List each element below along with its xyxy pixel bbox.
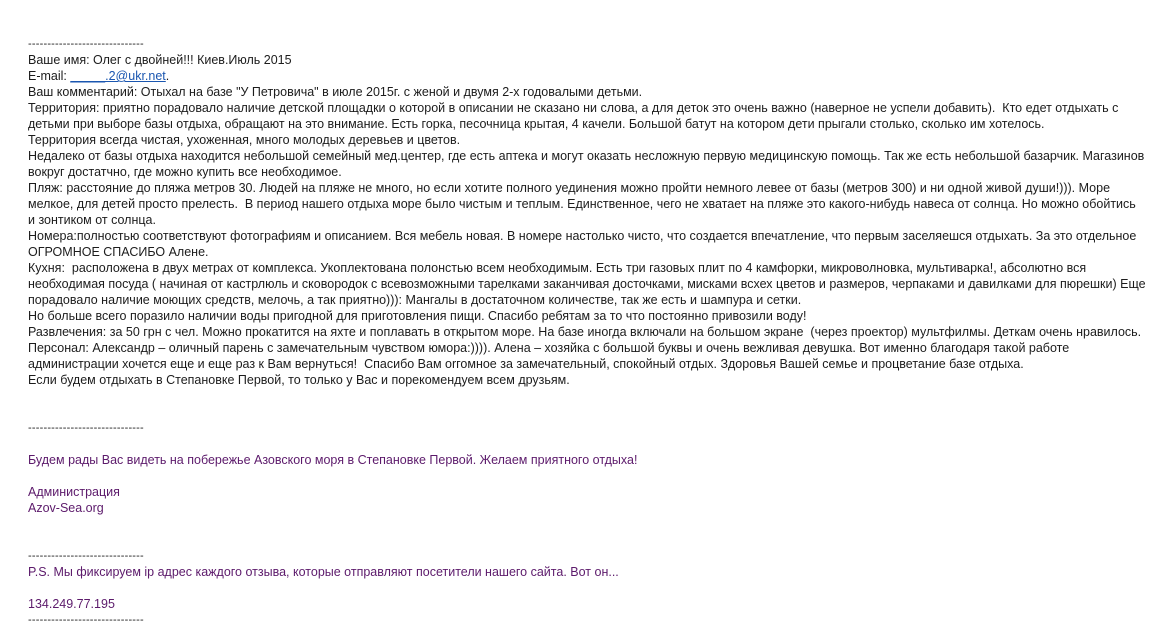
separator-ps: ------------------------------ xyxy=(28,550,144,562)
comment-intro: Отыхал на базе "У Петровича" в июле 2015г. с женой и двумя 2-х годовалыми детьми. xyxy=(140,85,643,99)
comment-paragraph: Персонал: Александр – оличный парень с замечательным чувством юмора:)))). Алена – хозяйка с большой буквы и очень вежливая девушка. Вот именно благодаря такой работе администрации хочется еще и еще раз к Вам вернуться! Спасибо Вам orгомное за замечательный, спокойный отдых. Здоровья Вашей семье и процветание базе отдыха. xyxy=(28,341,1073,371)
comment-paragraph: Но больше всего поразило наличии воды пригодной для приготовления пищи. Спасибо ребятам за то что постоянно привозили воду! xyxy=(28,309,807,323)
comment-label: Ваш комментарий: xyxy=(28,85,141,99)
comment-paragraph: Развлечения: за 50 грн с чел. Можно прокатится на яхте и поплавать в открытом море. На базе иногда включали на большом экране (через проектор) мультфилмы. Деткам очень нравилось. xyxy=(28,325,1142,339)
ps-note: P.S. Мы фиксируем ip адрес каждого отзыва, которые отправляют посетители нашего сайта. Вот он... xyxy=(28,565,619,579)
name-label: Ваше имя: xyxy=(28,53,94,67)
comment-paragraph: Недалеко от базы отдыха находится небольшой семейный мед.центер, где есть аптека и могут оказать несложную первую медицинскую помощь. Так же есть небольшой базарчик. Магазинов вокруг достатчно, где можно купить все необходимое. xyxy=(28,149,1148,179)
name-value: Олег с двойней!!! Киев.Июль 2015 xyxy=(93,53,292,67)
separator-bottom: ------------------------------ xyxy=(28,614,144,626)
review-comment xyxy=(28,84,1150,388)
email-label: E-mail: xyxy=(28,69,71,83)
email-link[interactable]: _____.2@ukr.net xyxy=(70,69,166,83)
comment-paragraph: Номера:полностью соответствуют фотографиям и описанием. Вся мебель новая. В номере настолько чисто, что создается впечатление, что первым заселяешся отдыхать. За это отдельное ОГРОМНОЕ СПАСИБО Алене. xyxy=(28,229,1140,259)
comment-intro-line xyxy=(28,84,1146,100)
separator-middle: ------------------------------ xyxy=(28,422,144,434)
reply-signature-site: Azov-Sea.org xyxy=(28,501,104,515)
comment-paragraph: Кухня: расположена в двух метрах от комплекса. Укоплектована полонстью всем необходимым. Есть три газовых плит по 4 камфорки, микроволновка, мультиварка!, абсолютно вся необходимая посуда ( начиная от кастрлюль и сковородок с всевозможными тарелками заканчивая досточками, мисками всхех цветов и размеров, черпаками и давилками для пюрешки) Еще порадовало наличие моющих средств, мелочь, а так приятно))): Мангалы в достаточном количестве, так же есть и шампура и сетки. xyxy=(28,261,1150,307)
reply-signature-admin: Администрация xyxy=(28,485,120,499)
comment-paragraph: Пляж: расстояние до пляжа метров 30. Людей на пляже не много, но если хотите полного уединения можно пройти немного левее от базы (метров 300) и ни одной живой души!))). Море мелкое, для детей просто прелесть. В период нашего отдыха море было чистым и теплым. Единственное, чего не хватает на пляже это какого-нибудь навеса от солнца. Но можно обойтись и зонтиком от солнца. xyxy=(28,181,1140,227)
ip-address: 134.249.77.195 xyxy=(28,597,115,611)
review-email-line xyxy=(28,68,1146,84)
comment-paragraph: Территория: приятно порадовало наличие детской площадки о которой в описании не сказано ни слова, а для деток это очень важно (наверное не успели добавить). Кто едет отдыхать с детьми при выборе базы отдыха, обращают на это внимание. Есть горка, песочница крытая, 4 качели. Большой батут на котором дети прыгали столько, сколько им хотелось. xyxy=(28,101,1122,131)
review-name-line xyxy=(28,52,1146,68)
comment-paragraph: Территория всегда чистая, ухоженная, много молодых деревьев и цветов. xyxy=(28,133,461,147)
separator-top: ------------------------------ xyxy=(28,38,144,50)
reply-message: Будем рады Вас видеть на побережье Азовского моря в Степановке Первой. Желаем приятного отдыха! xyxy=(28,453,638,467)
comment-paragraph: Если будем отдыхать в Степановке Первой, то только у Вас и порекомендуем всем друзьям. xyxy=(28,373,570,387)
email-tail: . xyxy=(165,69,170,83)
